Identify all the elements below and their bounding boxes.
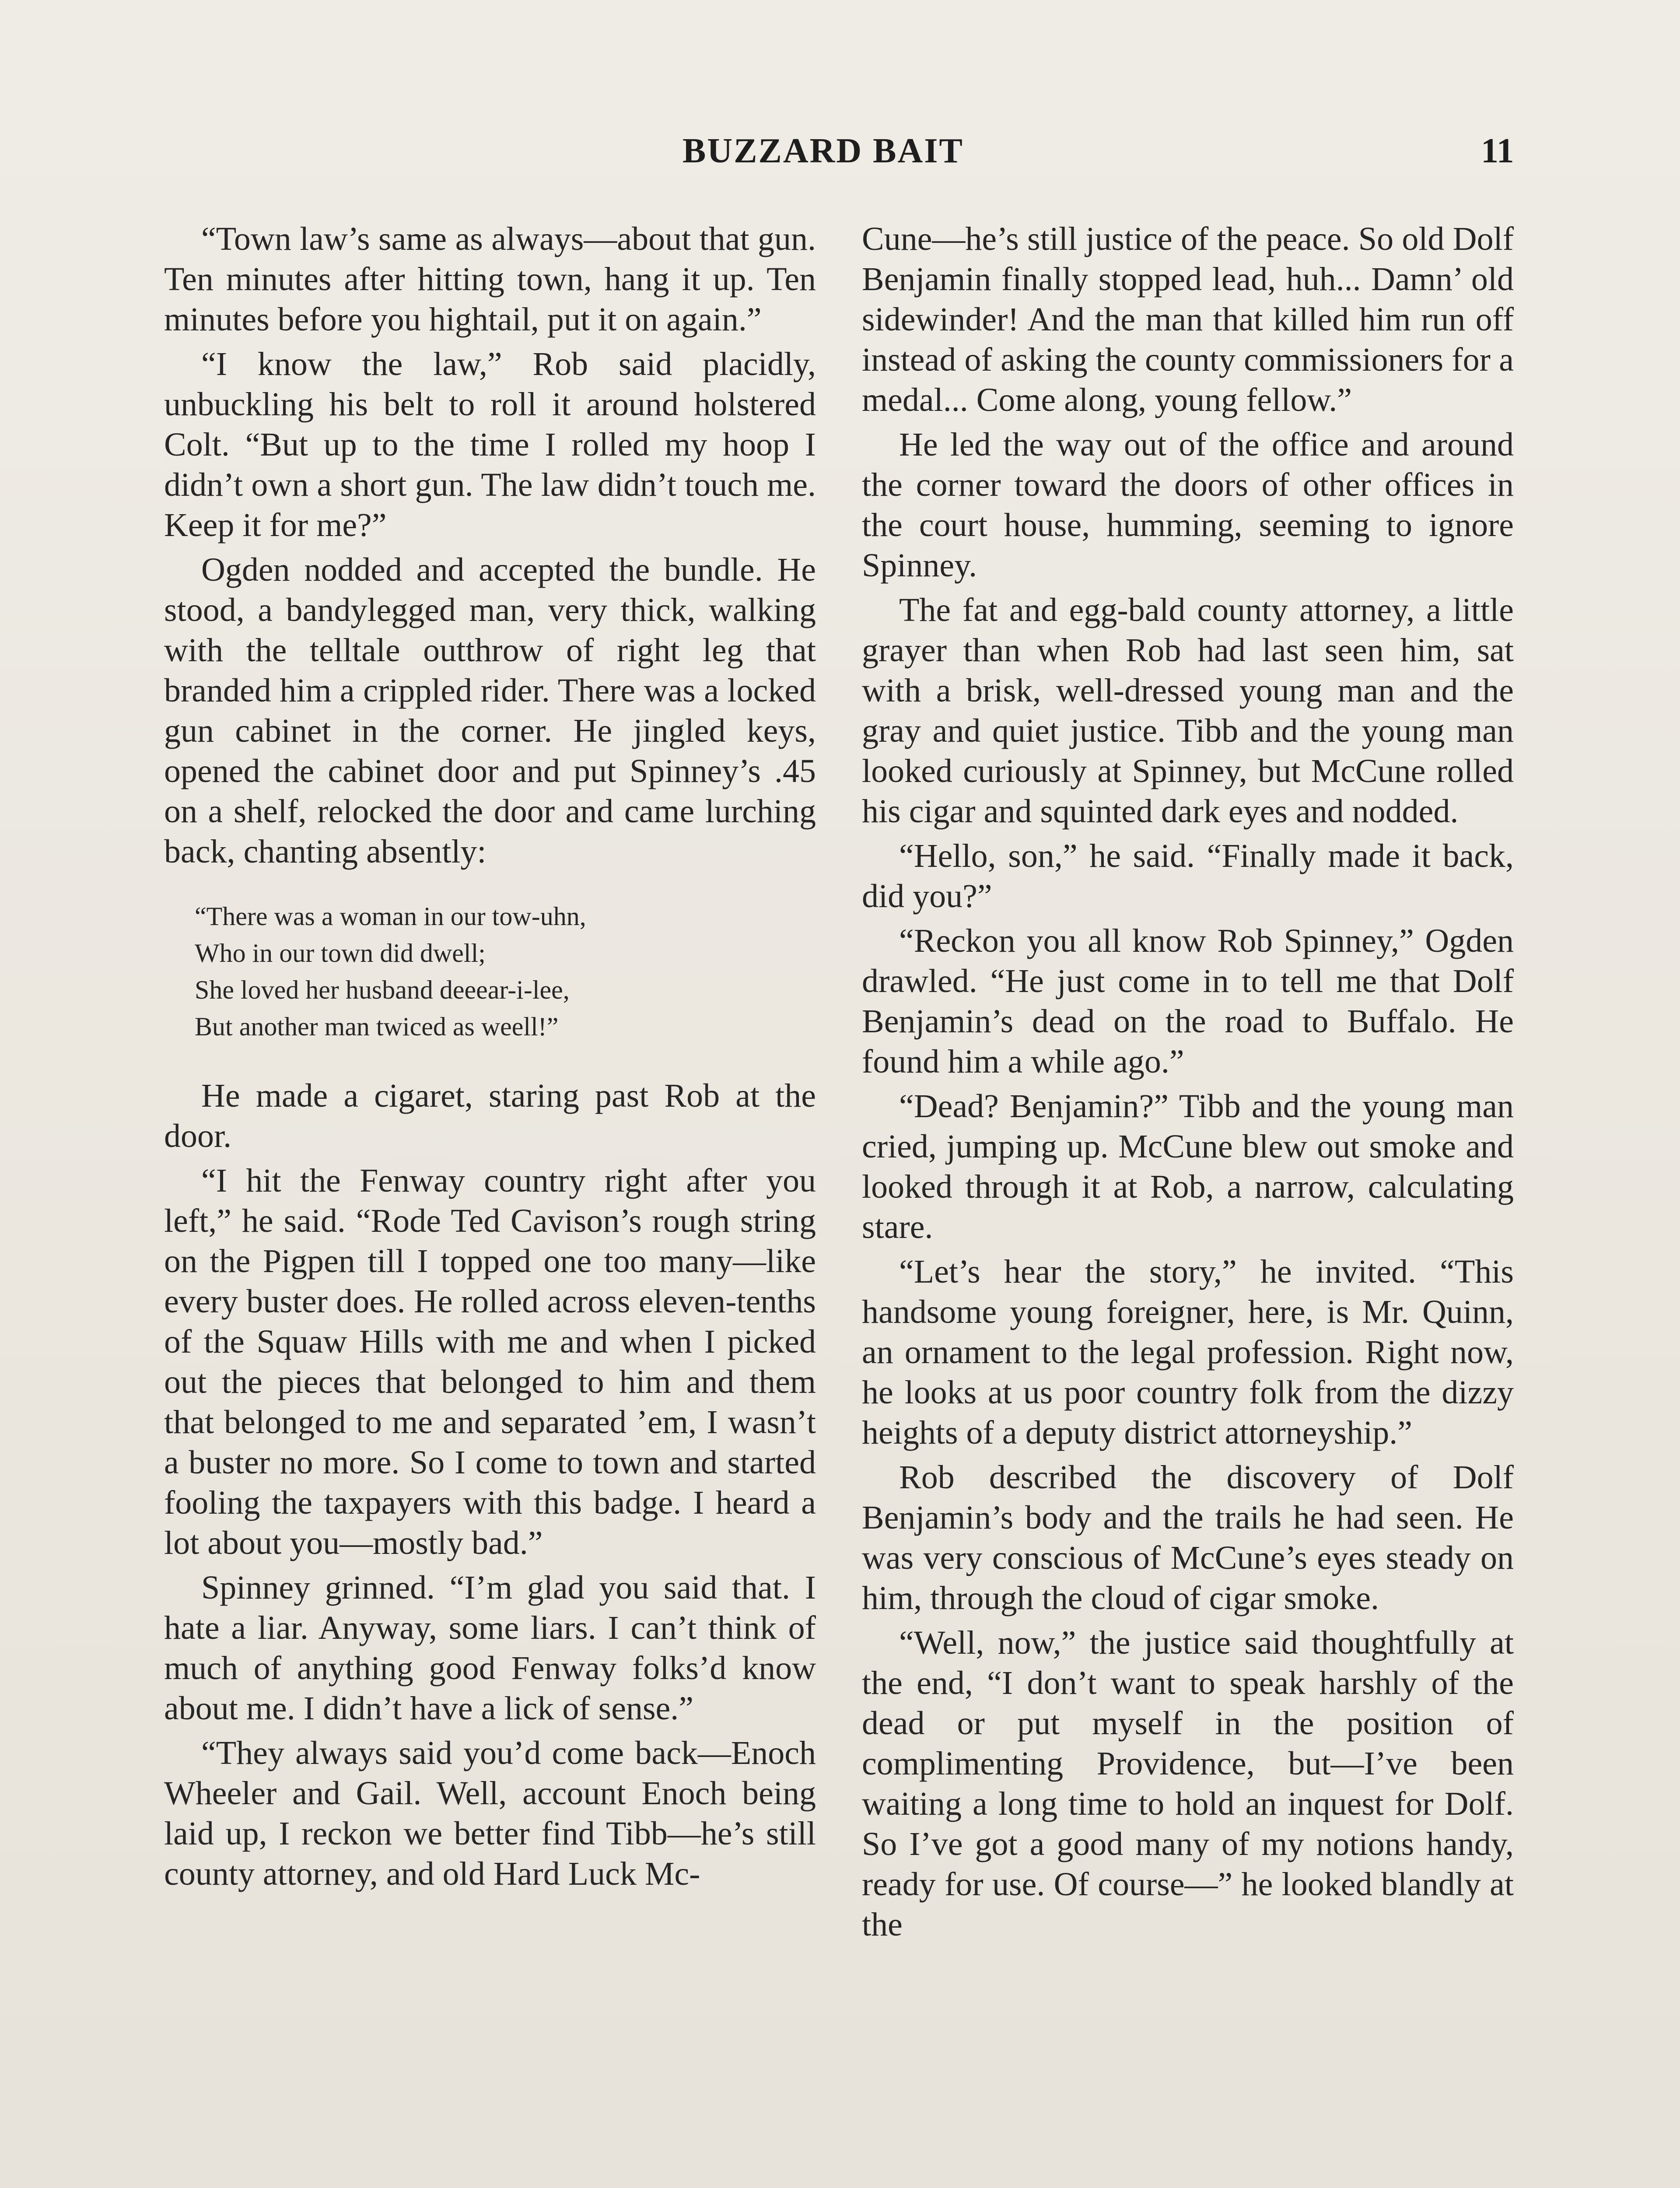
page-header — [0, 131, 1680, 179]
paragraph: He made a cigaret, staring past Rob at the door. — [164, 1077, 816, 1154]
paragraph: Spinney grinned. “I’m glad you said that. I hate a liar. Anyway, some liars. I can’t think of much of anything good Fenway folks’d know about me. I didn’t have a lick of sense.” — [164, 1569, 816, 1727]
verse-line: “There was a woman in our tow-uhn, — [195, 902, 586, 931]
paragraph: “Let’s hear the story,” he invited. “This handsome young foreigner, here, is Mr. Quinn, an ornament to the legal profession. Right now, he looks at us poor country folk from the dizzy heights of a deputy district attorneyship.” — [862, 1253, 1514, 1451]
verse-line: She loved her husband deeear-i-lee, — [195, 975, 570, 1004]
paragraph: He led the way out of the office and around the corner toward the doors of other offices in the court house, humming, seeming to ignore Spinney. — [862, 426, 1514, 584]
paragraph: “Town law’s same as always—about that gun. Ten minutes after hitting town, hang it up. Ten minutes before you hightail, put it on again.” — [164, 221, 816, 338]
paragraph: “I know the law,” Rob said placidly, unbuckling his belt to roll it around holstered Colt. “But up to the time I rolled my hoop I didn’t own a short gun. The law didn’t touch me. Keep it for me?” — [164, 346, 816, 543]
paragraph: “Hello, son,” he said. “Finally made it back, did you?” — [862, 838, 1514, 915]
left-column — [164, 219, 816, 1898]
paragraph: Rob described the discovery of Dolf Benjamin’s body and the trails he had seen. He was very conscious of McCune’s eyes steady on him, through the cloud of cigar smoke. — [862, 1459, 1514, 1616]
verse-line: Who in our town did dwell; — [195, 939, 486, 968]
continued-paragraph: Cune—he’s still justice of the peace. So old Dolf Benjamin finally stopped lead, huh... Damn’ old sidewinder! And the man that killed him run off instead of asking the county commissioners for a medal... Come along, young fellow.” — [862, 221, 1514, 418]
verse-block — [195, 898, 816, 1045]
paragraph: “Well, now,” the justice said thoughtfully at the end, “I don’t want to speak harshly of the dead or put myself in the position of complimenting Providence, but—I’ve been waiting a long time to hold an inquest for Dolf. So I’ve got a good many of my notions handy, ready for use. Of course—” he looked blandly at the — [862, 1624, 1514, 1943]
right-column — [862, 219, 1514, 1949]
paragraph: “I hit the Fenway country right after you left,” he said. “Rode Ted Cavison’s rough string on the Pigpen till I topped one too many—like every buster does. He rolled across eleven-tenths of the Squaw Hills with me and when I picked out the pieces that belonged to him and them that belonged to me and separated ’em, I wasn’t a buster no more. So I come to town and started fooling the taxpayers with this badge. I heard a lot about you—mostly bad.” — [164, 1162, 816, 1561]
verse-line: But another man twiced as weell!” — [195, 1012, 559, 1041]
paragraph: “Reckon you all know Rob Spinney,” Ogden drawled. “He just come in to tell me that Dolf Benjamin’s dead on the road to Buffalo. He found him a while ago.” — [862, 922, 1514, 1080]
paragraph: The fat and egg-bald county attorney, a little grayer than when Rob had last seen him, sat with a brisk, well-dressed young man and the gray and quiet justice. Tibb and the young man looked curiously at Spinney, but McCune rolled his cigar and squinted dark eyes and nodded. — [862, 592, 1514, 830]
paragraph: “They always said you’d come back—Enoch Wheeler and Gail. Well, account Enoch being laid up, I reckon we better find Tibb—he’s still county attorney, and old Hard Luck Mc- — [164, 1735, 816, 1892]
page-number: 11 — [1481, 132, 1514, 170]
paragraph: “Dead? Benjamin?” Tibb and the young man cried, jumping up. McCune blew out smoke and looked through it at Rob, a narrow, calculating stare. — [862, 1088, 1514, 1245]
running-title: BUZZARD BAIT — [682, 132, 964, 170]
paragraph: Ogden nodded and accepted the bundle. He stood, a bandylegged man, very thick, walking with the telltale outthrow of right leg that branded him a crippled rider. There was a locked gun cabinet in the corner. He jingled keys, opened the cabinet door and put Spinney’s .45 on a shelf, relocked the door and came lurching back, chanting absently: — [164, 551, 816, 870]
